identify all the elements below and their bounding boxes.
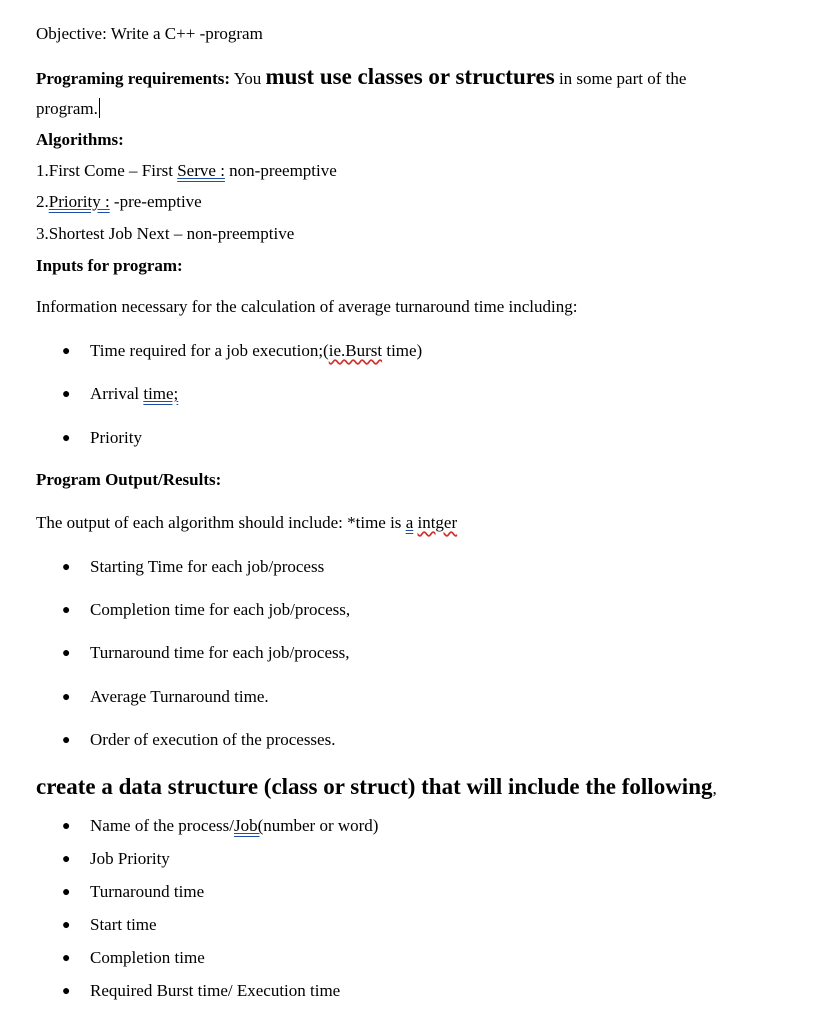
bullet-icon: ● <box>62 344 71 359</box>
algorithms-heading: Algorithms: <box>36 130 124 149</box>
list-item <box>62 384 178 405</box>
outputs-heading: Program Output/Results: <box>36 470 222 489</box>
inputs-b1-mark: ie.Burst <box>328 341 383 360</box>
inputs-b1-post: time) <box>382 341 423 360</box>
requirements-line <box>36 64 686 92</box>
requirements-pre: You <box>233 69 262 88</box>
list-item <box>62 730 335 751</box>
structure-item: Job Priority <box>90 849 170 868</box>
output-item: Starting Time for each job/process <box>90 557 325 576</box>
inputs-b2-pre: Arrival <box>90 384 144 403</box>
bullet-icon: ● <box>62 431 71 446</box>
output-item: Completion time for each job/process, <box>90 600 351 619</box>
structure-item: Turnaround time <box>90 882 205 901</box>
list-item <box>62 428 142 449</box>
output-item: Average Turnaround time. <box>90 687 269 706</box>
algorithm-1-colon: : <box>215 161 225 180</box>
requirements-label: Programing requirements: <box>36 69 231 88</box>
objective-line: Objective: Write a C++ -program <box>36 24 263 43</box>
structure-heading <box>36 773 717 803</box>
list-item <box>62 882 204 903</box>
bullet-icon: ● <box>62 387 71 402</box>
requirements-continuation <box>36 98 100 119</box>
list-item <box>62 981 340 1002</box>
algorithm-2-post: -pre-emptive <box>109 192 202 211</box>
requirements-post: in some part of the <box>558 69 687 88</box>
algorithm-2-link: Priority : <box>48 192 110 211</box>
list-item <box>62 643 350 664</box>
output-item: Turnaround time for each job/process, <box>90 643 350 662</box>
bullet-icon: ● <box>62 646 71 661</box>
inputs-heading: Inputs for program: <box>36 256 183 275</box>
outputs-intro <box>36 513 457 533</box>
algorithm-item-1 <box>36 161 337 181</box>
list-item <box>62 600 350 621</box>
inputs-intro: Information necessary for the calculation of average turnaround time including: <box>36 297 578 316</box>
bullet-icon: ● <box>62 560 71 575</box>
algorithm-item-3: 3.Shortest Job Next – non-preemptive <box>36 224 295 243</box>
list-item <box>62 915 157 936</box>
list-item <box>62 687 269 708</box>
outputs-intro-mark: intger <box>417 513 458 532</box>
bullet-icon: ● <box>62 819 71 834</box>
structure-heading-text: create a data structure (class or struct) that will include the following <box>36 774 713 799</box>
outputs-intro-a: a <box>405 513 414 532</box>
requirements-emphasis: must use classes or structures <box>265 64 555 89</box>
algorithm-1-link-text: Serve <box>177 161 216 180</box>
list-item <box>62 816 378 837</box>
bullet-icon: ● <box>62 984 71 999</box>
structure-item: Start time <box>90 915 157 934</box>
list-item <box>62 948 205 969</box>
list-item <box>62 557 324 578</box>
structure-item: Required Burst time/ Execution time <box>90 981 341 1000</box>
bullet-icon: ● <box>62 918 71 933</box>
structure-b1-mark: Job( <box>233 816 264 835</box>
list-item <box>62 341 422 362</box>
structure-heading-comma: , <box>712 779 717 798</box>
bullet-icon: ● <box>62 951 71 966</box>
bullet-icon: ● <box>62 852 71 867</box>
algorithm-1-pre: 1.First Come – First <box>36 161 173 180</box>
structure-b1-pre: Name of the process/ <box>90 816 234 835</box>
text-cursor <box>99 98 100 118</box>
bullet-icon: ● <box>62 885 71 900</box>
list-item <box>62 849 170 870</box>
bullet-icon: ● <box>62 690 71 705</box>
requirements-cont: program. <box>36 99 98 118</box>
inputs-b3: Priority <box>90 428 142 447</box>
algorithm-item-2 <box>36 192 202 212</box>
output-item: Order of execution of the processes. <box>90 730 336 749</box>
algorithm-1-link <box>177 161 225 180</box>
algorithm-2-pre: 2. <box>36 192 49 211</box>
inputs-b2-mark: time; <box>143 384 179 403</box>
inputs-b1-pre: Time required for a job execution;( <box>90 341 329 360</box>
structure-b1-post: number or word) <box>263 816 379 835</box>
structure-item: Completion time <box>90 948 205 967</box>
outputs-intro-pre: The output of each algorithm should include: *time is <box>36 513 406 532</box>
bullet-icon: ● <box>62 733 71 748</box>
bullet-icon: ● <box>62 603 71 618</box>
algorithm-1-post: non-preemptive <box>224 161 337 180</box>
